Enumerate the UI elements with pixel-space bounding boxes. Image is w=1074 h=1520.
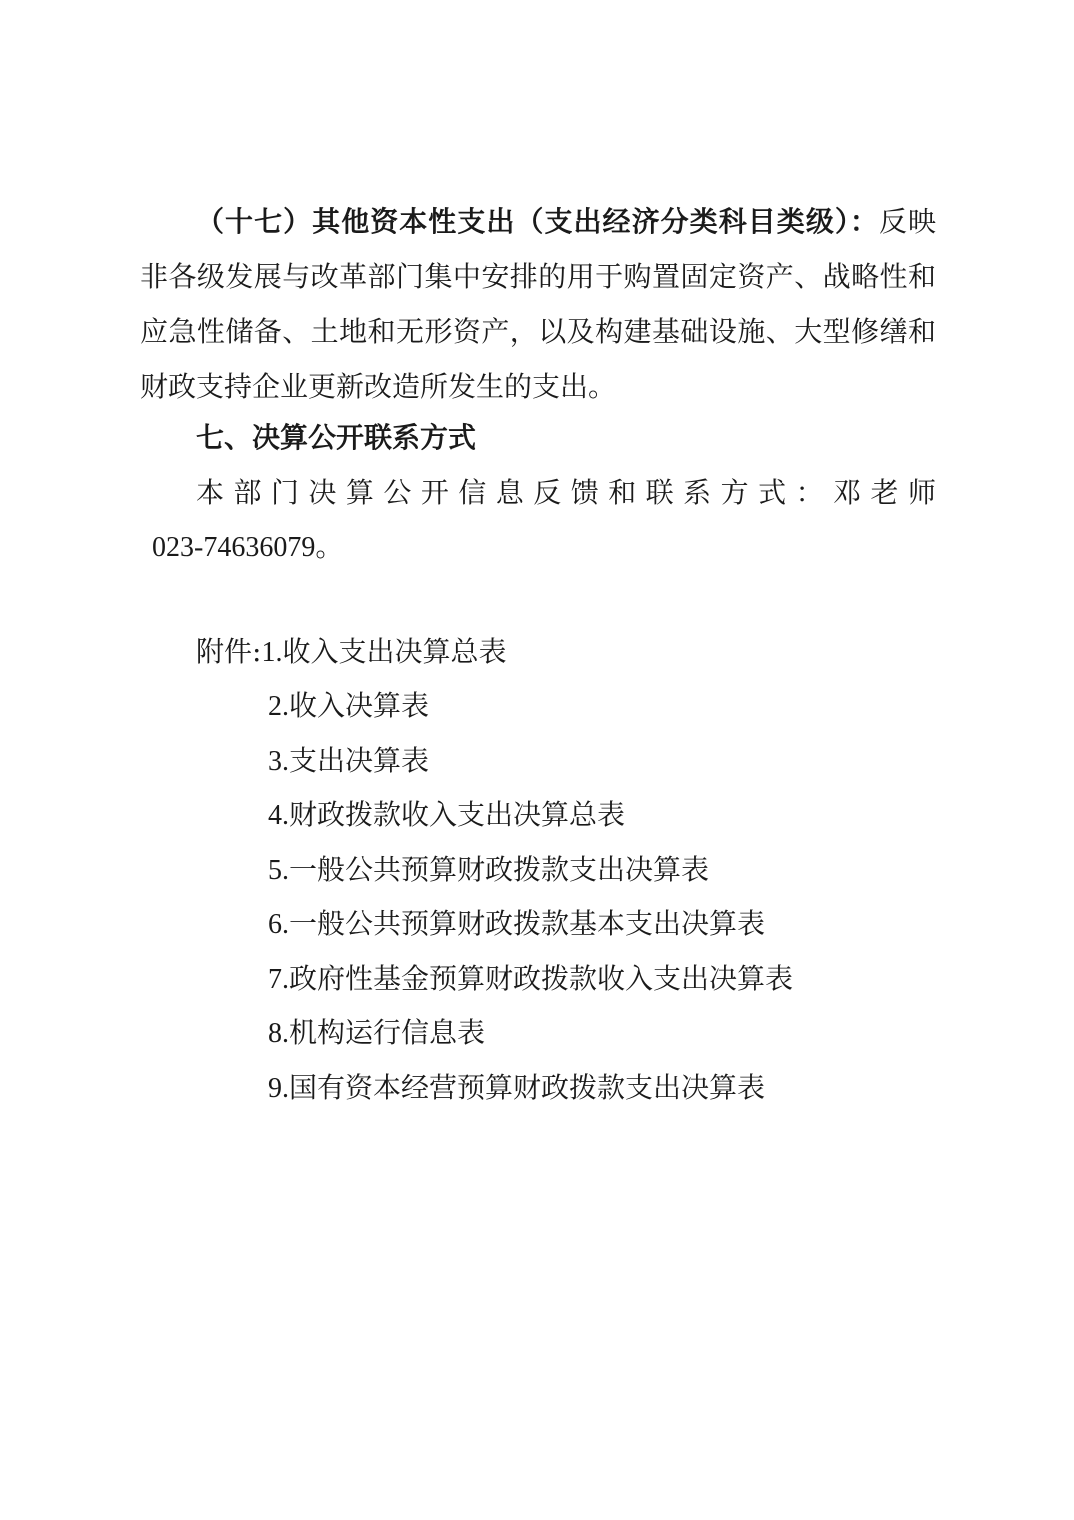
attachment-number: 7. <box>268 963 289 995</box>
attachment-title: 政府性基金预算财政拨款收入支出决算表 <box>289 961 794 995</box>
attachment-number: 5. <box>268 854 289 886</box>
attachment-title: 国有资本经营预算财政拨款支出决算表 <box>289 1070 766 1104</box>
attachments-heading <box>196 625 506 680</box>
attachment-title: 机构运行信息表 <box>289 1016 486 1049</box>
attachment-item <box>268 788 793 843</box>
attachment-title: 一般公共预算财政拨款基本支出决算表 <box>289 907 766 940</box>
attachment-item <box>268 734 793 789</box>
attachment-number: 8. <box>268 1018 289 1049</box>
section-17-paragraph <box>140 194 936 414</box>
attachment-title: 收入支出决算总表 <box>282 635 507 668</box>
section-17-body: 反映非各级发展与改革部门集中安排的用于购置固定资产、战略性和应急性储备、土地和无形资产，以及构建基础设施、大型修缮和财政支持企业更新改造所发生的支出。 <box>140 205 936 403</box>
section-7-heading: 七、决算公开联系方式 <box>196 421 477 454</box>
attachment-item <box>268 843 793 898</box>
attachment-number: 9. <box>268 1072 289 1104</box>
attachments-label: 附件: <box>196 635 262 668</box>
attachment-list <box>268 679 793 1115</box>
attachment-number: 6. <box>268 909 289 940</box>
attachment-number: 1. <box>261 637 283 668</box>
attachment-item <box>268 1061 793 1116</box>
contact-phone: 023-74636079。 <box>152 532 344 563</box>
attachment-item <box>268 952 793 1007</box>
attachment-title: 财政拨款收入支出决算总表 <box>289 798 626 831</box>
attachment-title: 支出决算表 <box>289 743 430 777</box>
attachment-item <box>268 897 793 952</box>
attachment-title: 一般公共预算财政拨款支出决算表 <box>289 852 710 886</box>
attachment-title: 收入决算表 <box>289 689 430 722</box>
attachment-item <box>268 1006 793 1061</box>
attachment-number: 2. <box>268 691 289 722</box>
attachment-number: 4. <box>268 800 289 831</box>
attachment-number: 3. <box>268 745 289 777</box>
contact-text: 本部门决算公开信息反馈和联系方式：邓老师 <box>196 476 936 509</box>
section-17-lead: （十七）其他资本性支出（支出经济分类科目类级）： <box>196 205 879 238</box>
attachment-item <box>268 679 793 734</box>
